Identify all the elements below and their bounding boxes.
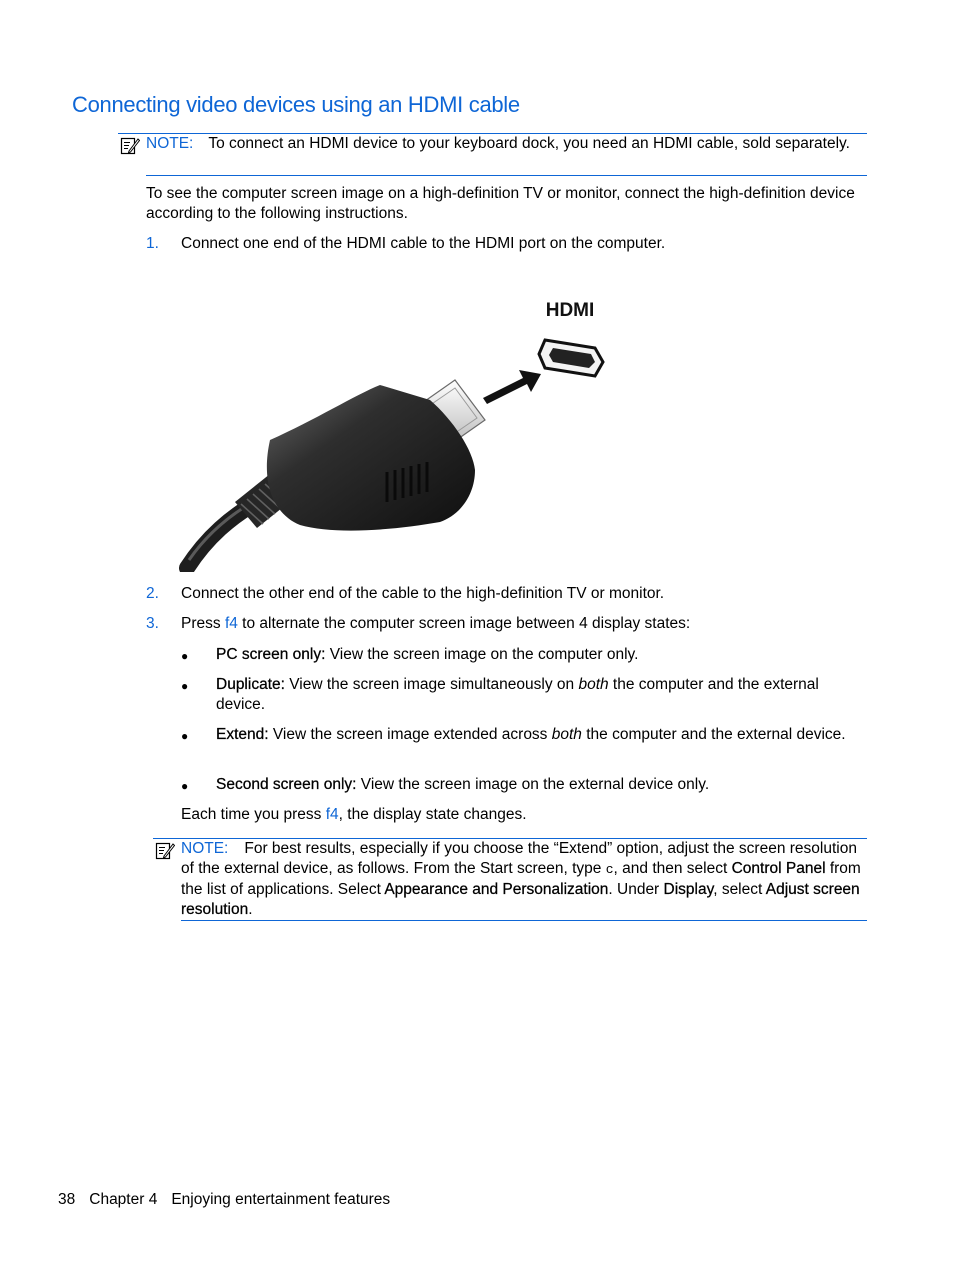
inline-code: c	[605, 862, 614, 877]
bullet-item: PC screen only: View the screen image on the computer only.	[216, 646, 639, 663]
bullet-item: Second screen only: View the screen image on the external device only.	[216, 776, 710, 793]
step-number: 2.	[146, 585, 159, 602]
note-label: NOTE:	[181, 840, 229, 857]
note-icon	[120, 136, 140, 156]
note-label: NOTE:	[146, 135, 194, 152]
intro-paragraph: To see the computer screen image on a high-definition TV or monitor, connect the high-definition device according to the following instructions.	[146, 185, 855, 222]
step-text: Press f4 to alternate the computer screen image between 4 display states:	[181, 615, 691, 632]
bullet-dot: ●	[181, 649, 189, 663]
bullet-item: Extend: View the screen image extended across both the computer and the external device.	[216, 726, 846, 743]
page-title: Connecting video devices using an HDMI cable	[72, 92, 520, 117]
key-link-f4[interactable]: f4	[224, 615, 238, 632]
hdmi-cable-illustration	[175, 290, 635, 572]
note-icon	[155, 841, 175, 861]
step-number: 3.	[146, 615, 159, 632]
page-footer	[58, 1190, 404, 1210]
page-number: 38	[58, 1191, 76, 1208]
bullet-dot: ●	[181, 679, 189, 693]
note-text: To connect an HDMI device to your keyboard dock, you need an HDMI cable, sold separately.	[208, 135, 850, 152]
step-text: Connect the other end of the cable to the high-definition TV or monitor.	[181, 585, 665, 602]
hdmi-port-label: HDMI	[545, 300, 595, 321]
chapter-label: Chapter 4	[89, 1191, 158, 1208]
note-bottom-rule	[181, 920, 867, 921]
note-2: NOTE: For best results, especially if you choose the “Extend” option, adjust the screen resolution of the external device, as follows. From the Start screen, type c, and then select Control Panel from the list of applications. Select Appearance and Personalization. Under Display, select Adjust screen resolution.	[181, 840, 861, 918]
bullet-item: Duplicate: View the screen image simultaneously on both the computer and the external device.	[216, 676, 819, 713]
step-number: 1.	[146, 235, 159, 252]
bullet-dot: ●	[181, 779, 189, 793]
note-1	[146, 134, 861, 154]
key-link-f4[interactable]: f4	[325, 806, 339, 823]
step-text: Connect one end of the HDMI cable to the HDMI port on the computer.	[181, 235, 666, 252]
note-bottom-rule	[146, 175, 867, 176]
bullet-dot: ●	[181, 729, 189, 743]
chapter-title: Enjoying entertainment features	[171, 1191, 391, 1208]
after-list-paragraph: Each time you press f4, the display state changes.	[181, 806, 527, 823]
